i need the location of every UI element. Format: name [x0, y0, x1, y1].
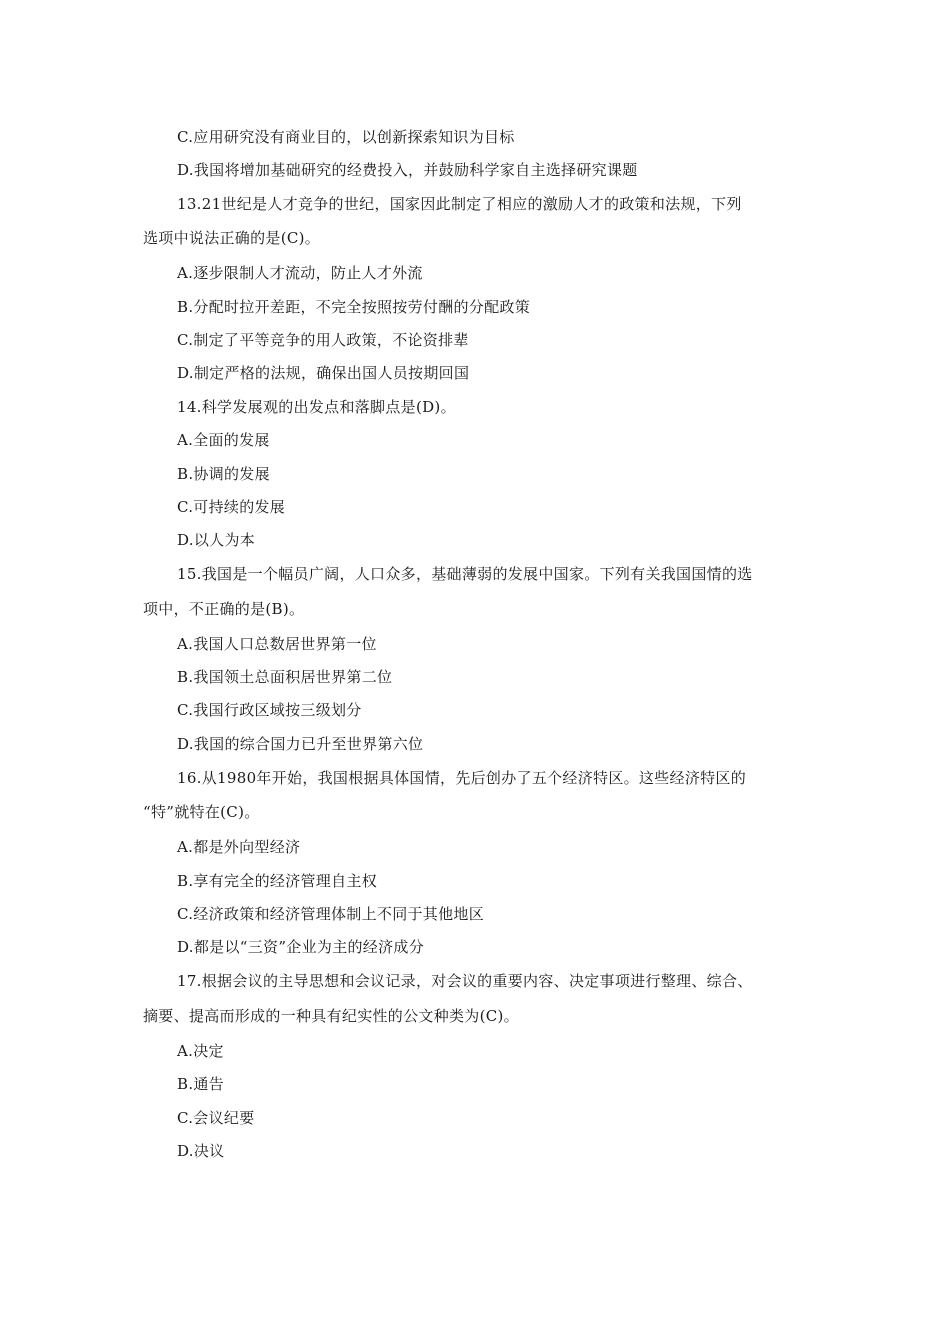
- question-14: 14.科学发展观的出发点和落脚点是(D)。: [177, 398, 456, 416]
- option-14b: B.协调的发展: [177, 465, 270, 483]
- option-14c: C.可持续的发展: [177, 498, 286, 516]
- question-16-cont: “特”就特在(C)。: [143, 803, 260, 821]
- option-13c: C.制定了平等竞争的用人政策，不论资排辈: [177, 331, 469, 349]
- question-15-cont: 项中，不正确的是(B)。: [143, 600, 305, 618]
- question-16: 16.从1980年开始，我国根据具体国情，先后创办了五个经济特区。这些经济特区的: [177, 769, 747, 787]
- option-12d: D.我国将增加基础研究的经费投入，并鼓励科学家自主选择研究课题: [177, 161, 638, 179]
- option-15d: D.我国的综合国力已升至世界第六位: [177, 735, 424, 753]
- question-13: 13.21世纪是人才竞争的世纪，国家因此制定了相应的激励人才的政策和法规，下列: [177, 195, 742, 213]
- question-13-cont: 选项中说法正确的是(C)。: [143, 229, 321, 247]
- option-14d: D.以人为本: [177, 531, 256, 549]
- option-16d: D.都是以“三资”企业为主的经济成分: [177, 938, 424, 956]
- option-14a: A.全面的发展: [177, 431, 270, 449]
- option-13b: B.分配时拉开差距，不完全按照按劳付酬的分配政策: [177, 298, 530, 316]
- option-17b: B.通告: [177, 1075, 224, 1093]
- option-15a: A.我国人口总数居世界第一位: [177, 635, 377, 653]
- question-17: 17.根据会议的主导思想和会议记录，对会议的重要内容、决定事项进行整理、综合、: [177, 972, 753, 990]
- option-15c: C.我国行政区域按三级划分: [177, 701, 362, 719]
- option-16c: C.经济政策和经济管理体制上不同于其他地区: [177, 905, 485, 923]
- option-13a: A.逐步限制人才流动，防止人才外流: [177, 264, 423, 282]
- question-15: 15.我国是一个幅员广阔，人口众多，基础薄弱的发展中国家。下列有关我国国情的选: [177, 565, 753, 583]
- option-13d: D.制定严格的法规，确保出国人员按期回国: [177, 364, 470, 382]
- option-16a: A.都是外向型经济: [177, 838, 301, 856]
- question-17-cont: 摘要、提高而形成的一种具有纪实性的公文种类为(C)。: [143, 1007, 519, 1025]
- option-17d: D.决议: [177, 1142, 225, 1160]
- option-15b: B.我国领土总面积居世界第二位: [177, 668, 393, 686]
- option-17c: C.会议纪要: [177, 1109, 255, 1127]
- option-12c: C.应用研究没有商业目的，以创新探索知识为目标: [177, 128, 515, 146]
- option-16b: B.享有完全的经济管理自主权: [177, 872, 377, 890]
- option-17a: A.决定: [177, 1042, 224, 1060]
